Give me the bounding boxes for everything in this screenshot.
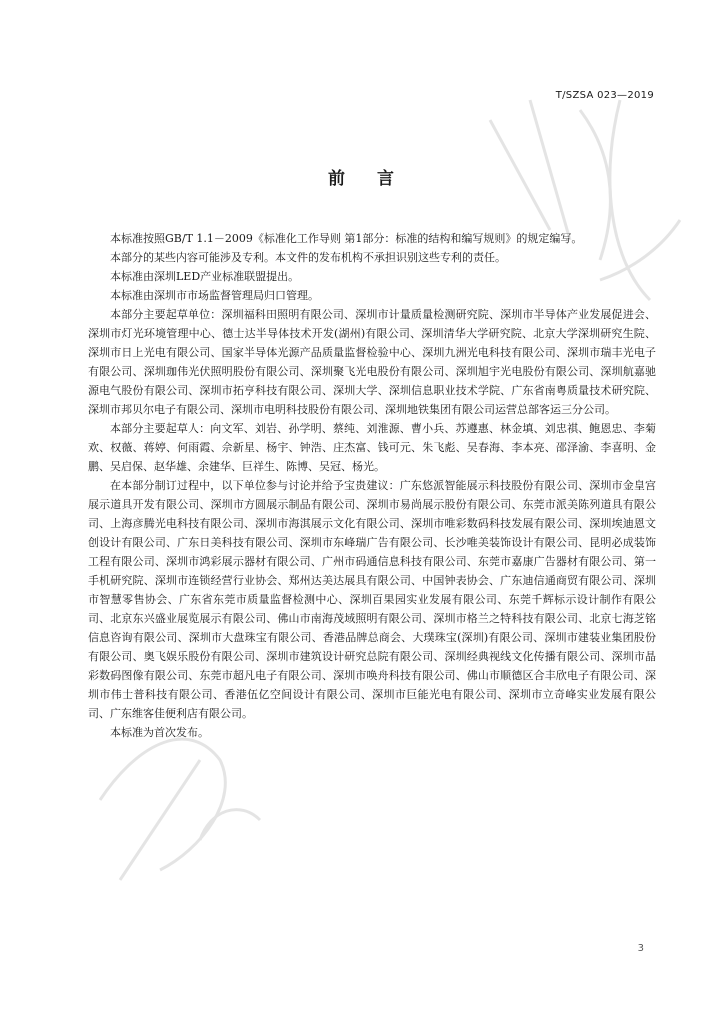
paragraph-first-release: 本标准为首次发布。: [110, 726, 209, 739]
paragraph-drafting-rules: 本标准按照GB/T 1.1－2009《标准化工作导则 第1部分：标准的结构和编写规则》的规定编写。: [110, 232, 583, 245]
title-part-2: 言: [377, 169, 396, 189]
page-number: 3: [637, 943, 644, 954]
paragraph-contributors: 在本部分制订过程中，以下单位参与讨论并给予宝贵建议：广东悠派智能展示科技股份有限公司、深圳市金皇宫展示道具开发有限公司、深圳市方圆展示制品有限公司、深圳市易尚展示股份有限公司、东莞市派美陈列道具有限公司、上海彦腾光电科技有限公司、深圳市海淇展示文化有限公司、深圳市唯彩数码科技发展有限公司、深圳埃迪恩文创设计有限公司、广东日美科技有限公司、深圳市东峰瑞广告有限公司、长沙唯美装饰设计有限公司、昆明必成装饰工程有限公司、深圳市鸿彩展示器材有限公司、广州市码通信息科技有限公司、东莞市嘉康广告器材有限公司、第一手机研究院、深圳市连锁经营行业协会、郑州达美达展具有限公司、中国钟表协会、广东迪信通商贸有限公司、深圳市智慧零售协会、广东省东莞市质量监督检测中心、深圳百果园实业发展有限公司、东莞千辉标示设计制作有限公司、北京东兴盛业展览展示有限公司、佛山市南海茂域照明有限公司、深圳市格兰之特科技有限公司、北京七海芝铭信息咨询有限公司、深圳市大盘珠宝有限公司、香港品牌总商会、大璞珠宝(深圳)有限公司、深圳市建装业集团股份有限公司、奥飞娱乐股份有限公司、深圳市建筑设计研究总院有限公司、深圳经典视线文化传播有限公司、深圳市晶彩数码图像有限公司、东莞市超凡电子有限公司、深圳市唤舟科技有限公司、佛山市顺德区合丰欣电子有限公司、深圳市伟士普科技有限公司、香港伍亿空间设计有限公司、深圳市巨能光电有限公司、深圳市立奇峰实业发展有限公司、广东维客佳便利店有限公司。: [88, 479, 656, 720]
title-part-1: 前: [328, 169, 347, 189]
foreword-body: [88, 229, 656, 742]
paragraph-proposer: 本标准由深圳LED产业标准联盟提出。: [110, 270, 300, 283]
paragraph-administrator: 本标准由深圳市市场监督管理局归口管理。: [110, 289, 319, 302]
paragraph-drafters: 本部分主要起草人：向文军、刘岩、孙学明、蔡纯、刘淮源、曹小兵、苏遵惠、林金填、刘忠祺、鲍恩忠、李菊欢、权薇、蒋婷、何雨霞、佘新星、杨宇、钟浩、庄杰富、钱可元、朱飞彪、吴春海、李本亮、邵泽渝、李喜明、金鹏、吴启保、赵华雄、余建华、巨祥生、陈博、吴冠、杨光。: [88, 422, 656, 473]
paragraph-patent-notice: 本部分的某些内容可能涉及专利。本文件的发布机构不承担识别这些专利的责任。: [110, 251, 506, 264]
page-title: [0, 164, 724, 189]
paragraph-drafting-units: 本部分主要起草单位：深圳福科田照明有限公司、深圳市计量质量检测研究院、深圳市半导体产业发展促进会、深圳市灯光环境管理中心、德士达半导体技术开发(湖州)有限公司、深圳清华大学研究院、北京大学深圳研究生院、深圳市日上光电有限公司、国家半导体光源产品质量监督检验中心、深圳九洲光电科技有限公司、深圳市瑞丰光电子有限公司、深圳珈伟光伏照明股份有限公司、深圳聚飞光电股份有限公司、深圳旭宇光电股份有限公司、深圳航嘉驰源电气股份有限公司、深圳市拓亨科技有限公司、深圳大学、深圳信息职业技术学院、广东省南粤质量技术研究院、深圳市邦贝尔电子有限公司、深圳市电明科技股份有限公司、深圳地铁集团有限公司运营总部客运三分公司。: [88, 308, 656, 416]
standard-code: T/SZSA 023—2019: [555, 90, 654, 101]
